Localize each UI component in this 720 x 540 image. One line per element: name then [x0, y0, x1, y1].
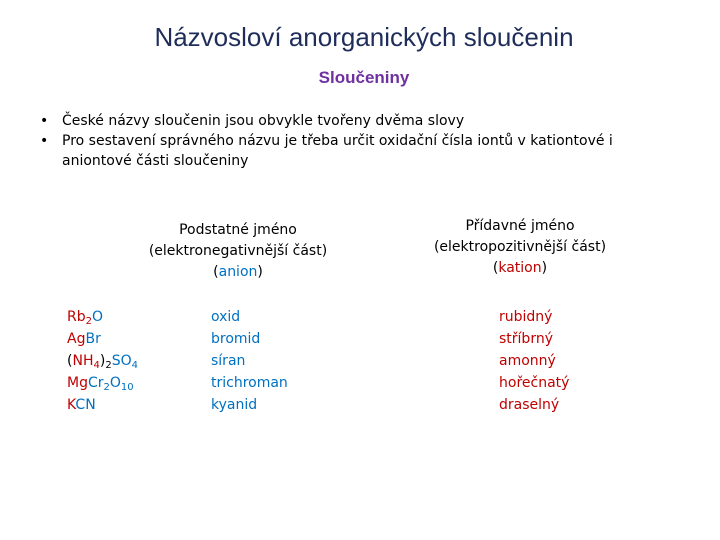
formula-column: [67, 306, 138, 416]
formula-subscript: 4: [131, 360, 138, 371]
cation-name: amonný: [499, 353, 556, 369]
formula: [67, 372, 138, 394]
anion-header-title: Podstatné jméno: [179, 222, 297, 238]
formula: [67, 306, 138, 328]
cation-name: stříbrný: [499, 331, 553, 347]
formula-part: (: [67, 353, 73, 369]
cation-column-header: [420, 216, 620, 279]
anion-label: anion: [218, 264, 258, 280]
anion-name-column: [211, 306, 288, 416]
formula-part: O: [109, 375, 121, 391]
cation-name: rubidný: [499, 309, 553, 325]
formula-part: Ag: [67, 331, 86, 347]
anion-name: trichroman: [211, 375, 288, 391]
anion-name: oxid: [211, 309, 241, 325]
formula-part: SO: [111, 353, 132, 369]
formula-part: ): [99, 353, 106, 369]
formula-part: Mg: [67, 375, 88, 391]
cation-header-ion: (kation): [492, 260, 548, 276]
slide-subtitle: Sloučeniny: [318, 68, 410, 87]
cation-header-subtitle: (elektropozitivnější část): [433, 239, 607, 255]
formula-part: Rb: [67, 309, 86, 325]
cation-header-title: Přídavné jméno: [465, 218, 575, 234]
formula-part: NH: [72, 353, 94, 369]
formula-part: Br: [85, 331, 101, 347]
formula: [67, 394, 138, 416]
cation-label: kation: [498, 260, 542, 276]
formula-subscript: 2: [103, 382, 110, 393]
formula: [67, 328, 138, 350]
anion-column-header: [138, 220, 338, 283]
bullet-list: [38, 111, 678, 171]
bullet-item: • České názvy sloučenin jsou obvykle tvořeny dvěma slovy: [38, 111, 678, 131]
formula-subscript: 4: [93, 360, 100, 371]
slide-title: Názvosloví anorganických sloučenin: [154, 22, 574, 52]
formula-subscript: 2: [105, 360, 112, 371]
anion-name: bromid: [211, 331, 261, 347]
formula-part: CN: [75, 397, 96, 413]
formula-part: K: [67, 397, 76, 413]
formula-subscript: 2: [85, 316, 92, 327]
cation-name-column: [499, 306, 569, 416]
formula-part: Cr: [87, 375, 104, 391]
formula: [67, 350, 138, 372]
anion-name: síran: [211, 353, 246, 369]
anion-header-subtitle: (elektronegativnější část): [148, 243, 328, 259]
anion-header-ion: (anion): [213, 264, 263, 280]
cation-name: draselný: [499, 397, 560, 413]
anion-name: kyanid: [211, 397, 258, 413]
formula-part: O: [92, 309, 104, 325]
cation-name: hořečnatý: [499, 375, 570, 391]
formula-subscript: 10: [120, 382, 134, 393]
bullet-item: • Pro sestavení správného názvu je třeba určit oxidační čísla iontů v kationtové i aniontové části sloučeniny: [38, 131, 678, 171]
